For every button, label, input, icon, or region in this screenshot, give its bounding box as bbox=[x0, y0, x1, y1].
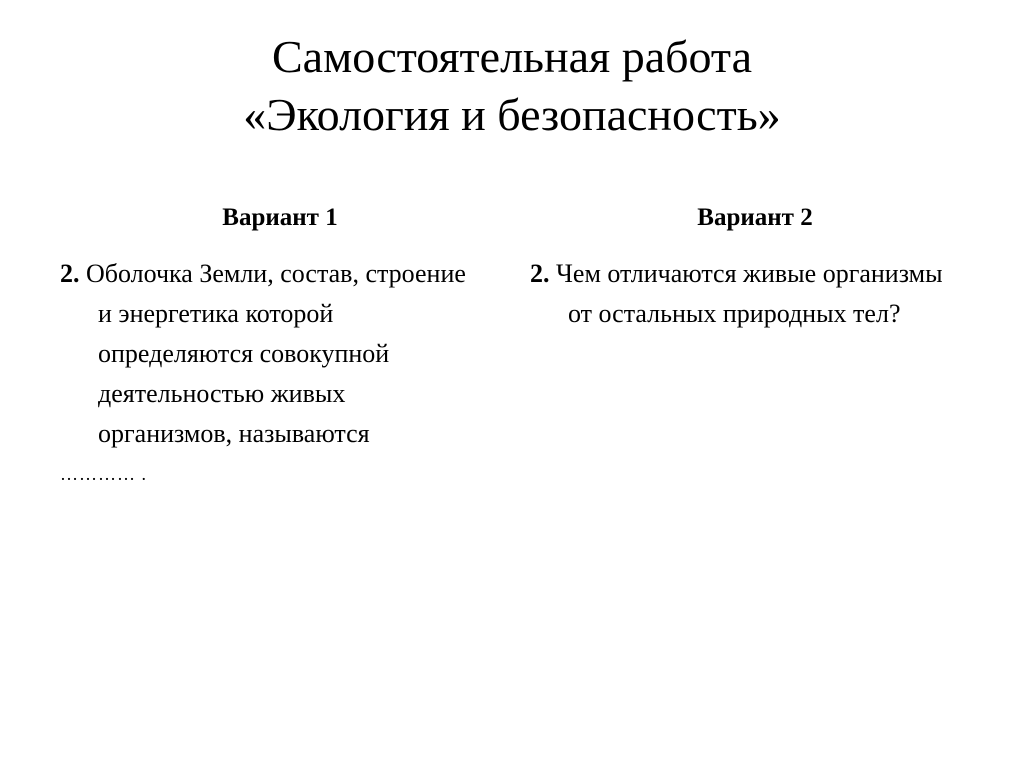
variant-1-question bbox=[60, 254, 480, 494]
variant-2-heading: Вариант 2 bbox=[697, 204, 813, 231]
slide-title-line-1: Самостоятельная работа bbox=[272, 31, 752, 82]
variant-1-answer-blank: ………… . bbox=[60, 464, 147, 484]
variant-2-column bbox=[530, 198, 960, 334]
variant-2-question-text: Чем отличаются живые организмы от остальных природных тел? bbox=[556, 259, 943, 328]
variant-1-question-text: Оболочка Земли, состав, строение и энергетика которой определяются совокупной деятельностью живых организмов, называются bbox=[86, 259, 466, 448]
variant-1-column bbox=[60, 198, 480, 494]
variant-2-question bbox=[530, 254, 960, 334]
variant-2-question-number: 2. bbox=[530, 259, 550, 288]
slide-title-line-2: «Экология и безопасность» bbox=[243, 89, 781, 140]
variant-1-question-number: 2. bbox=[60, 259, 80, 288]
variant-1-heading: Вариант 1 bbox=[222, 204, 338, 231]
slide-title bbox=[0, 28, 1024, 144]
